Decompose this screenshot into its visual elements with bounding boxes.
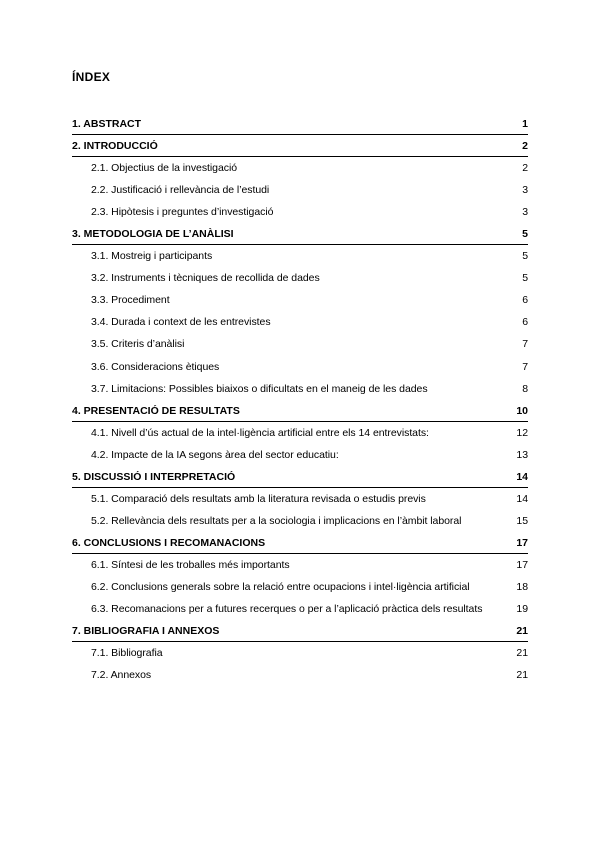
toc-page-number: 6 — [522, 316, 528, 329]
toc-section-entry[interactable] — [72, 223, 528, 245]
toc-page-number: 18 — [516, 581, 528, 593]
toc-entry-label: 3.4. Durada i context de les entrevistes — [91, 316, 271, 329]
toc-entry-label: 6.3. Recomanacions per a futures recerques o per a l’aplicació pràctica dels resultats — [91, 603, 483, 616]
toc-entry-label: 1. ABSTRACT — [72, 118, 142, 131]
page-title: ÍNDEX — [72, 70, 111, 84]
toc-section-entry[interactable] — [72, 620, 528, 642]
toc-subsection-entry[interactable] — [72, 356, 528, 378]
toc-subsection-entry[interactable] — [72, 289, 528, 311]
toc-page-number: 21 — [516, 669, 528, 682]
toc-subsection-entry[interactable] — [72, 444, 528, 466]
toc-section-entry[interactable] — [72, 113, 528, 135]
toc-page-number: 14 — [516, 470, 528, 483]
toc-entry-label: 7.2. Annexos — [91, 669, 152, 682]
toc-page-number: 17 — [516, 558, 528, 571]
toc-section-entry[interactable] — [72, 400, 528, 422]
toc-page-number: 5 — [522, 228, 528, 241]
toc-subsection-entry[interactable] — [72, 422, 528, 444]
toc-entry-label: 6.1. Síntesi de les troballes més importants — [91, 558, 290, 571]
toc-subsection-entry[interactable] — [72, 488, 528, 510]
toc-section-entry[interactable] — [72, 135, 528, 157]
toc-page-number: 13 — [516, 448, 528, 461]
toc-entry-label: 6. CONCLUSIONS I RECOMANACIONS — [72, 536, 266, 549]
toc-subsection-entry[interactable] — [72, 245, 528, 267]
toc-page-number: 21 — [516, 647, 528, 660]
toc-entry-label: 3. METODOLOGIA DE L’ANÀLISI — [72, 228, 234, 241]
toc-entry-label: 4.2. Impacte de la IA segons àrea del sector educatiu: — [91, 448, 339, 461]
toc-entry-label: 3.6. Consideracions ètiques — [91, 360, 220, 373]
toc-page-number: 5 — [522, 250, 528, 263]
toc-subsection-entry[interactable] — [72, 554, 528, 576]
toc-page-number: 1 — [522, 118, 528, 131]
toc-entry-label: 3.1. Mostreig i participants — [91, 250, 213, 263]
toc-page-number: 2 — [522, 140, 528, 153]
toc-page-number: 21 — [516, 625, 528, 638]
toc-subsection-entry[interactable] — [72, 333, 528, 355]
toc-subsection-entry[interactable] — [72, 576, 528, 598]
toc-entry-label: 2.3. Hipòtesis i preguntes d’investigació — [91, 206, 274, 219]
toc-page-number: 14 — [516, 492, 528, 505]
toc-page-number: 15 — [516, 514, 528, 527]
toc-entry-label: 3.3. Procediment — [91, 294, 170, 307]
toc-subsection-entry[interactable] — [72, 664, 528, 686]
toc-subsection-entry[interactable] — [72, 598, 528, 620]
toc-page-number: 6 — [522, 294, 528, 307]
toc-entry-label: 3.2. Instruments i tècniques de recollida de dades — [91, 272, 320, 285]
toc-page-number: 12 — [516, 426, 528, 439]
toc-page-number: 5 — [522, 272, 528, 285]
toc-entry-label: 5. DISCUSSIÓ I INTERPRETACIÓ — [72, 470, 236, 483]
toc-entry-label: 5.1. Comparació dels resultats amb la literatura revisada o estudis previs — [91, 492, 426, 505]
toc-subsection-entry[interactable] — [72, 378, 528, 400]
toc-entry-label: 2. INTRODUCCIÓ — [72, 140, 158, 153]
toc-page-number: 17 — [516, 536, 528, 549]
toc-entry-label: 2.2. Justificació i rellevància de l’estudi — [91, 184, 270, 197]
toc-entry-label: 7.1. Bibliografia — [91, 647, 163, 660]
toc-page-number: 8 — [522, 382, 528, 395]
toc-page-number: 10 — [516, 404, 528, 417]
toc-section-entry[interactable] — [72, 466, 528, 488]
table-of-contents — [72, 113, 528, 686]
toc-page-number: 3 — [522, 206, 528, 219]
toc-page-number: 19 — [516, 603, 528, 616]
toc-subsection-entry[interactable] — [72, 642, 528, 664]
toc-subsection-entry[interactable] — [72, 311, 528, 333]
toc-section-entry[interactable] — [72, 532, 528, 554]
toc-entry-label: 3.7. Limitacions: Possibles biaixos o dificultats en el maneig de les dades — [91, 382, 428, 395]
toc-page-number: 2 — [522, 162, 528, 175]
toc-subsection-entry[interactable] — [72, 201, 528, 223]
toc-entry-label: 4. PRESENTACIÓ DE RESULTATS — [72, 404, 240, 417]
toc-entry-label: 5.2. Rellevància dels resultats per a la sociologia i implicacions en l’àmbit laboral — [91, 514, 462, 527]
toc-entry-label: 2.1. Objectius de la investigació — [91, 162, 238, 175]
toc-entry-label: 3.5. Criteris d’anàlisi — [91, 338, 185, 351]
toc-entry-label: 7. BIBLIOGRAFIA I ANNEXOS — [72, 625, 220, 638]
toc-subsection-entry[interactable] — [72, 179, 528, 201]
toc-subsection-entry[interactable] — [72, 157, 528, 179]
toc-page-number: 3 — [522, 184, 528, 197]
toc-entry-label: 6.2. Conclusions generals sobre la relació entre ocupacions i intel·ligència artificial — [91, 581, 470, 593]
toc-page-number: 7 — [522, 360, 528, 373]
toc-subsection-entry[interactable] — [72, 267, 528, 289]
toc-page-number: 7 — [522, 338, 528, 351]
toc-subsection-entry[interactable] — [72, 510, 528, 532]
toc-entry-label: 4.1. Nivell d’ús actual de la intel·ligència artificial entre els 14 entrevistats: — [91, 426, 429, 439]
